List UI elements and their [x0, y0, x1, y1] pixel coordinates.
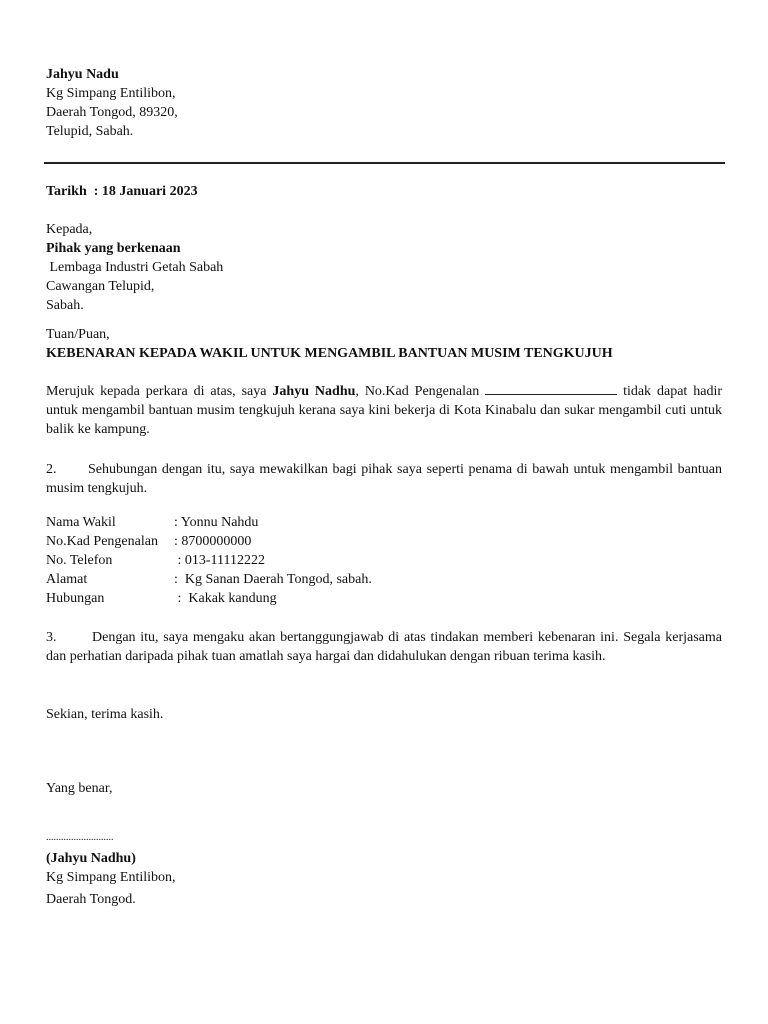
- paragraph-1-line-1: [46, 382, 722, 401]
- detail-row: [46, 551, 722, 570]
- paragraph-2-body: [46, 460, 722, 498]
- greeting-block: [46, 325, 722, 363]
- recipient-line: Cawangan Telupid,: [46, 279, 155, 294]
- detail-row: [46, 589, 722, 608]
- recipient-salutation: Kepada,: [46, 222, 93, 237]
- sender-address-line: Telupid, Sabah.: [46, 124, 134, 139]
- detail-value: : Kg Sanan Daerah Tongod, sabah.: [174, 572, 372, 587]
- detail-label: No. Telefon: [46, 553, 113, 568]
- signoff-line: Yang benar,: [46, 781, 113, 796]
- paragraph-1: [46, 382, 722, 439]
- detail-row: [46, 570, 722, 589]
- representative-details: [46, 513, 722, 608]
- recipient-line: Lembaga Industri Getah Sabah: [46, 260, 224, 275]
- signature-block: [46, 831, 722, 909]
- detail-value: : 8700000000: [174, 534, 252, 549]
- recipient-block: [46, 220, 722, 315]
- detail-label: Nama Wakil: [46, 515, 116, 530]
- paragraph-2: [46, 460, 722, 498]
- detail-label: Hubungan: [46, 591, 105, 606]
- header-divider: [44, 162, 725, 164]
- signature-line: ...........................: [46, 832, 114, 843]
- subject-line: KEBENARAN KEPADA WAKIL UNTUK MENGAMBIL BANTUAN MUSIM TENGKUJUH: [46, 346, 613, 361]
- paragraph-2-text: Sehubungan dengan itu, saya mewakilkan bagi pihak saya seperti penama di bawah untuk mengambil bantuan musim tengkujuh.: [46, 462, 722, 496]
- signer-address-line: Kg Simpang Entilibon,: [46, 870, 176, 885]
- closing-line: Sekian, terima kasih.: [46, 707, 164, 722]
- detail-row: [46, 532, 722, 551]
- greeting: Tuan/Puan,: [46, 327, 110, 342]
- recipient-title: Pihak yang berkenaan: [46, 241, 181, 256]
- detail-value: : Kakak kandung: [174, 591, 277, 606]
- signer-name: (Jahyu Nadhu): [46, 851, 136, 866]
- sender-address-line: Daerah Tongod, 89320,: [46, 105, 178, 120]
- ic-number-blank: [485, 382, 617, 395]
- para1-text: , No.Kad Pengenalan: [355, 384, 486, 399]
- detail-row: [46, 513, 722, 532]
- detail-label: No.Kad Pengenalan: [46, 534, 158, 549]
- paragraph-3-body: [46, 628, 722, 666]
- sender-block: [46, 65, 722, 141]
- sender-address-line: Kg Simpang Entilibon,: [46, 86, 176, 101]
- sender-name: Jahyu Nadu: [46, 67, 119, 82]
- detail-value: : Yonnu Nahdu: [174, 515, 259, 530]
- para1-text: tidak dapat hadir: [617, 384, 722, 399]
- paragraph-3: [46, 628, 722, 666]
- recipient-line: Sabah.: [46, 298, 84, 313]
- date-line: Tarikh : 18 Januari 2023: [46, 184, 198, 199]
- paragraph-1-rest: untuk mengambil bantuan musim tengkujuh kerana saya kini bekerja di Kota Kinabalu dan sukar mengambil cuti untuk balik ke kampung.: [46, 403, 722, 437]
- detail-value: : 013-11112222: [174, 553, 265, 568]
- paragraph-3-text: Dengan itu, saya mengaku akan bertanggungjawab di atas tindakan memberi kebenaran ini. Segala kerjasama dan perhatian daripada pihak tuan amatlah saya hargai dan didahulukan dengan ribuan terima kasih.: [46, 630, 722, 664]
- paragraph-number: 2.: [46, 462, 57, 477]
- para1-text: Merujuk kepada perkara di atas, saya: [46, 384, 273, 399]
- paragraph-number: 3.: [46, 630, 57, 645]
- applicant-name: Jahyu Nadhu: [272, 384, 356, 399]
- detail-label: Alamat: [46, 572, 88, 587]
- signer-address-line: Daerah Tongod.: [46, 892, 136, 907]
